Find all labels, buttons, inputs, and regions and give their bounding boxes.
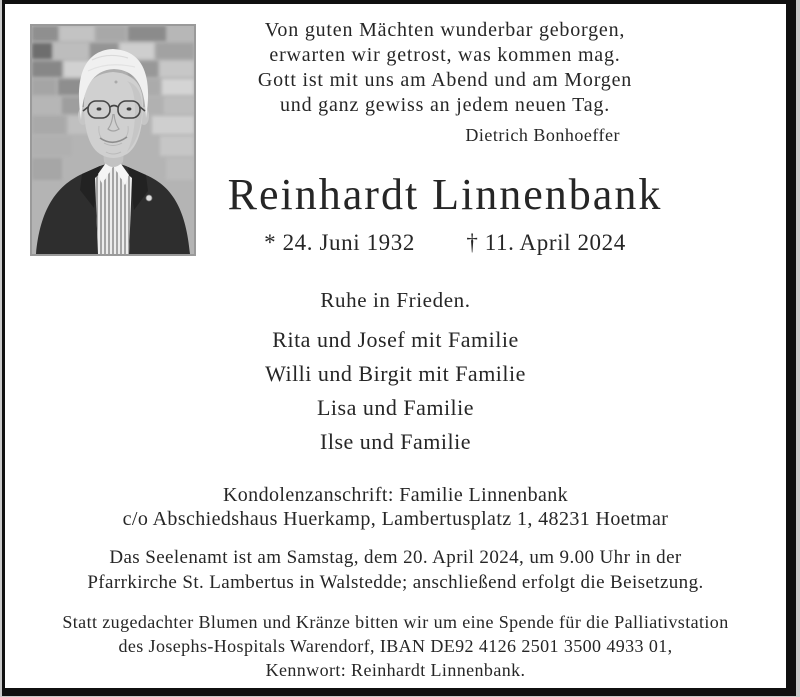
quote-line-3: Gott ist mit uns am Abend und am Morgen [257, 69, 633, 91]
donation-line-3: Kennwort: Reinhardt Linnenbank. [265, 660, 526, 680]
notice-content [5, 4, 786, 688]
life-dates [185, 229, 705, 256]
header-block [185, 18, 705, 256]
mourner-entry-1: Rita und Josef mit Familie [272, 327, 519, 352]
funeral-service-info [5, 545, 786, 595]
donation-request [5, 610, 786, 682]
service-line-1: Das Seelenamt ist am Samstag, dem 20. April 2024, um 9.00 Uhr in der [109, 547, 682, 568]
deceased-photo [30, 24, 196, 256]
memorial-quote [185, 18, 705, 146]
mourners-list [5, 323, 786, 459]
quote-attribution: Dietrich Bonhoeffer [465, 125, 620, 145]
quote-line-1: Von guten Mächten wunderbar geborgen, [264, 19, 626, 41]
condolence-line-1: Kondolenzanschrift: Familie Linnenbank [222, 484, 569, 506]
service-line-2: Pfarrkirche St. Lambertus in Walstedde; anschließend erfolgt die Beisetzung. [87, 572, 704, 593]
mourner-entry-2: Willi und Birgit mit Familie [265, 361, 526, 386]
lapel-pin [146, 195, 152, 201]
rest-in-peace: Ruhe in Frieden. [320, 288, 471, 312]
deceased-name: Reinhardt Linnenbank [227, 170, 663, 219]
donation-line-2: des Josephs-Hospitals Warendorf, IBAN DE92 4126 2501 3500 4933 01, [118, 636, 673, 656]
death-date: † 11. April 2024 [466, 230, 626, 255]
death-notice [2, 0, 796, 696]
donation-line-1: Statt zugedachter Blumen und Kränze bitten wir um eine Spende für die Palliativstation [62, 612, 729, 632]
condolence-line-2: c/o Abschiedshaus Huerkamp, Lambertusplatz 1, 48231 Hoetmar [122, 508, 669, 530]
portrait-illustration [32, 26, 194, 254]
quote-line-4: und ganz gewiss an jedem neuen Tag. [279, 94, 611, 116]
quote-line-2: erwarten wir getrost, was kommen mag. [269, 44, 621, 66]
condolence-address [5, 483, 786, 531]
mourner-entry-4: Ilse und Familie [320, 429, 471, 454]
birth-date: * 24. Juni 1932 [264, 230, 415, 255]
mourner-entry-3: Lisa und Familie [316, 395, 475, 420]
